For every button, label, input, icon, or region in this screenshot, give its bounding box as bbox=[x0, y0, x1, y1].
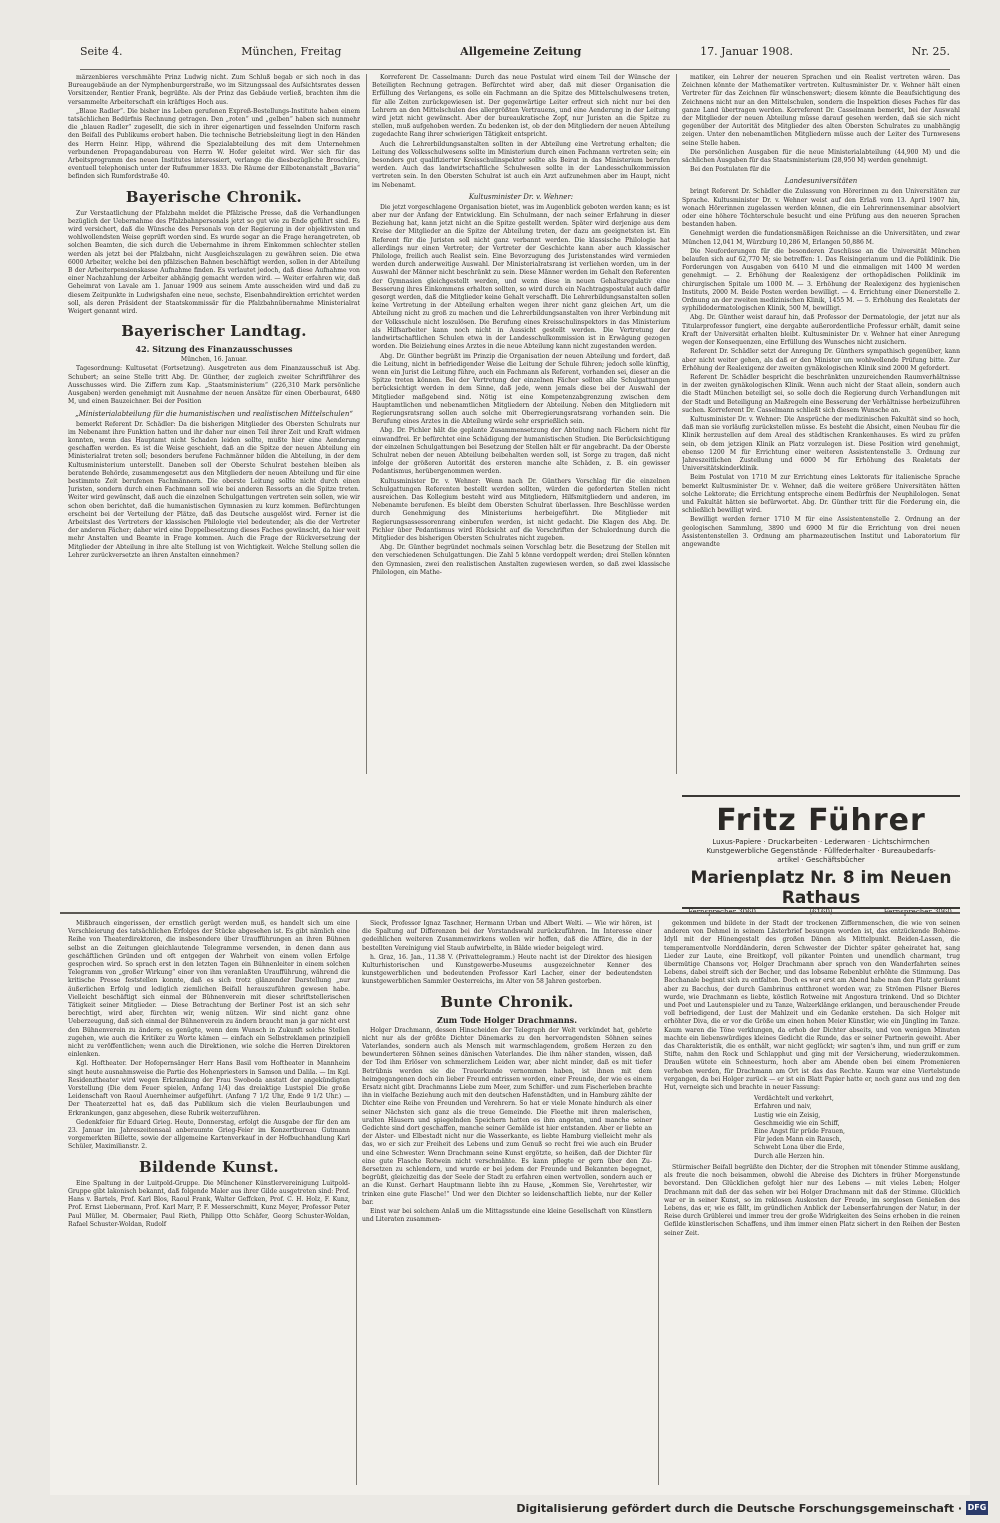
poem-line: Schwebt Lona über die Erde, bbox=[754, 1144, 845, 1152]
digitization-credit bbox=[516, 1501, 988, 1515]
upper-column-3 bbox=[682, 74, 960, 790]
speaker-kultusminister: Kultusminister Dr. v. Wehner: bbox=[468, 192, 574, 201]
ad-company-name: Fritz Führer bbox=[716, 803, 926, 838]
drachmann-article: Holger Drachmann, dessen Hinscheiden der Telegraph der Welt verkündet hat, gehörte nicht nur als der größte Dichter Dänemarks zu den hervorragendsten Söhnen seines Vaterlandes, sondern auch als Mensch mit warmschlagendem, großem Herzen zu den bewunderteren Söhnen seines dänischen Vaterlandes. Die ihm näher standen, wissen, daß der Tod ihm Erlöser von schmerzlichem Leiden war, aber nicht minder, daß es mit tiefer Betrübnis werden sie die Trauerkunde vernommen haben, ist ihnen mit dem heimgegangenen doch ein lieber Freund entrissen worden, einer Freunde, der wie es einem Ersatz nicht gibt. Drachmanns Liebe zum Meer, zum Schiffer- und zum Fischerleben brachte ihn in vielfache Beziehung auch mit den deutschen Hafenstädten, und in Hamburg zählte der Dichter eine Reihe von Freunden und Verehrern. So hat er viele Monate hindurch als einer seiner Nächsten sich ganz als die treue Gemeinde. Die Fleethe mit ihren malerischen, uralten Häusern und spiegelnden Speichern hatten es ihm angetan, und manche seiner Gedichte sind dort geschaffen, manche seiner Gemälde ist hier entstanden. Aber er liebte an der Alster- und Elbestadt nicht nur die Wasserkante, es liebte Hamburg vielleicht mehr als das, wo er sich zur Freiheit des Lebens und zum Genuß so recht frei wie auch ein Bruder und eine Schwester. Wenn Drachmann seine Kunst ergötzte, so heißen, daß der Dichter für eine gute Flasche Rotwein nicht verschmähte. Es kann pflegte er gern über den Zu-ßersetzen zu schlendern, und wurde er bei jedem der Freunde und Bekannten begegnet, begrüßt, gleichzeitig das der Seele der Stadt zu erfahren einen wertvollen, sondern auch er an die Kunst. Gerhart Hauptmann liebte ihn zu Hause, „Kommen Sie, Verehrtester, wir trinken eine gute Flasche!“ Und wer den Dichter so leidenschaftlich liebte, nur der Keller bar. bbox=[362, 1026, 652, 1206]
grieg-memorial: Gedenkfeier für Eduard Grieg. Heute, Donnerstag, erfolgt die Ausgabe der für den am 23. Januar im Jahreszeitensaal anberaumte Grieg-Feier im Konzertbureau Gutmann vorgemerkten Billette, sowie der allgemeine Kartenverkauf in der Hofbuchhandlung Karl Schüler, Maximilianstr. 2. bbox=[68, 1118, 350, 1151]
page-number: Seite 4. bbox=[80, 45, 123, 58]
heading-universities: Landesuniversitäten bbox=[784, 177, 858, 186]
luitpold-split-cont: Sieck, Professor Ignaz Taschner, Hermann Urban und Albert Welti. — Wie wir hören, ist die Spaltung auf Differenzen bei der Vorstandswahl zurückzuführen. Im Interesse einer gedeihlichen weiteren Zusammenwirkens wollen wir hoffen, daß die Affäre, die in der bestellten Vereinigung viel Staub aufwirbelte, in Bälde wieder beigelegt wird. bbox=[362, 920, 652, 952]
guenther-remarks: Abg. Dr. Günther begrüßt im Prinzip die Organisation der neuen Abteilung und fordert, daß die Leitung, nicht in befriedigender Weise die Leitung der Schule führen; jedoch solle künftig, wenn ein Jurist die Leitung führe, auch ein Fachmann als Referent, vorhanden sei, dieser an die Spitze treten können. Bei der Vertretung der einzelnen Fächer sollten alle Schulgattungen berücksichtigt werden in dem Sinne, daß jede, wenn jemals diese bei der Auswahl der Mitglieder maßgebend sind. Nötig ist eine Kompetenzabgrenzung zwischen dem Hauptamtlichen und nebenamtlichen Mitgliedern der Abteilung. Neben den Mitgliedern mit Regierungsratsrang sollen auch solche mit Oberregierungsratsrang vorhanden sein. Die Berufung eines Arztes in die Abteilung würde sehr ersprießlich sein. bbox=[372, 352, 670, 426]
drachmann-poem bbox=[664, 1095, 960, 1161]
upper-column-2 bbox=[372, 74, 670, 774]
credit-text: Digitalisierung gefördert durch die Deutsche Forschungsgemeinschaft · bbox=[516, 1501, 962, 1515]
poem-line: Eine Angst für prüde Frauen, bbox=[754, 1128, 845, 1136]
landtag-session: 42. Sitzung des Finanzausschusses bbox=[135, 344, 293, 355]
column-divider bbox=[676, 74, 677, 774]
newspaper-page bbox=[50, 40, 970, 1495]
female-students: bringt Referent Dr. Schädler die Zulassung von Hörerinnen zu den Universitäten zur Sprache. Kultusminister Dr. v. Wehner weist auf den Erlaß vom 13. April 1907 hin, wonach Hörerinnen zugelassen werden können, die ein Lehrerinnenseminar absolviert oder eine höhere Töchterschule besucht und eine Prüfung aus den neueren Sprachen bestanden haben. bbox=[682, 188, 960, 229]
theater-telegram-article: Mißbrauch eingerissen, der ernstlich gerügt werden muß, es handelt sich um eine Verschleierung des tatsächlichen Erfolges der Stücke abgesehen ist. Es gibt nämlich eine Reihe von Theaterdirektoren, die insbesondere über Uraufführungen an ihren Bühnen selbst an die Zeitungen gleichlautende Telegramme versenden, in denen dann aus geschäftlichen Gründen und oft entgegen der Wahrheit von einem vollen Erfolge gesprochen wird. So sprach erst in den letzten Tagen ein Bühnenleiter in einem solchen Telegramm von „großer Wirkung“ einer von ihm veranlaßten Uraufführung, während die kritische Presse feststellen konnte, daß es sich trotz glänzender Darstellung „nur äußerlichen Erfolg und lediglich ziemlichen Beifall herauszuführen gewesen habe. Vielleicht beschäftigt sich einmal der Bühnenverein mit dieser schriftstellerischen Tätigkeit seiner Mitglieder. — Diese Betrachtung der Berliner Post ist an sich sehr berechtigt, wird aber, fürchten wir, wenig nützen. Wir sind nicht ganz ohne Ueberzeugung, daß sich einmal der Bühnenverein zu ändern braucht man ja gar nicht erst den Bühnenverein zu ändern; es genügte, wenn dem Wunsch in Zukunft solche Stellen zugehen, wie auch die Kritiker zu Worte kämen — einfach ein Selbstreklamen prinzipiell nicht zu veröffentlichen; wenn auch die Direktionen, wie solche die Herren Direktoren einlenken. bbox=[68, 920, 350, 1059]
column-divider bbox=[356, 920, 357, 1485]
landtag-dateline: München, 16. Januar. bbox=[180, 356, 248, 364]
minister-second-reply: Kultusminister Dr. v. Wehner: Wenn nach Dr. Günthers Vorschlag für die einzelnen Schulgattungen Referenten bestellt werden sollten, würden die geforderten Stellen nicht ausreichen. Das Kollegium besteht wird aus Mitgliedern, Hilfsmitgliedern und anderen, im Nebenamte berufenen. Es bleibt dem Obersten Schulrat überlassen. Ihre Beschlüsse werden durch Genehmigung des Ministeriums herbeigeführt. Die Mitglieder mit Regierungsassessorenrang einberufen werden, ist nicht gedacht. Die Klagen des Abg. Dr. Pichler über Pedantismus wird Rücksicht auf die Vorschriften der Schulordnung durch die Mitglieder des bisherigen Obersten Schulrates nicht zugeben. bbox=[372, 477, 670, 542]
upper-column-1 bbox=[68, 74, 360, 774]
mathematician-remarks: matiker, ein Lehrer der neueren Sprachen und ein Realist vertreten wären. Das Zeichnen könnte der Mathematiker vertreten. Kultusminister Dr. v. Wehner hält einen Vertreter für das Zeichnen für wünschenswert; diesem könnte die Beaufsichtigung des Zeichnens nicht nur an den Mittelschulen, sondern die Inspektion dieses Faches für das ganze Land übertragen werden. Korreferent Dr. Casselmann bemerkt, bei der Auswahl der Mitglieder der neuen Abteilung müsse darauf gesehen werden, daß sie sich nicht gegenüber der Autorität des Mitglieder des alten Obersten Schulrates zu unabhängig zeigen. Unter den nebenamtlichen Mitgliedern müsse auch der Leiter des Turnwesens seine Stelle haben. bbox=[682, 74, 960, 147]
poem-line: Lustig wie ein Zeisig, bbox=[754, 1111, 821, 1119]
casselmann-remarks: Korreferent Dr. Casselmann: Durch das neue Postulat wird einem Teil der Wünsche der Beteiligten Rechnung getragen. Befürchtet wird aber, daß mit dieser Organisation die Erfüllung des Verlangens, es solle ein Fachmann an die Spitze des Mittelschulwesens treten, für alle Zeiten zurückgewiesen ist. Der gegenwärtige Leiter erfreut sich nicht nur bei den Lehrern an den Mittelschulen des allergrößten Vertrauens, und eine Aenderung in der Leitung wird jetzt nicht gewünscht. Aber der bureaukratische Zopf, nur Juristen an die Spitze zu stellen, muß aufgehoben werden. Zu bedenken ist, ob der den Mitgliedern der neuen Abteilung zugedachte Rang ihrer schwierigen Tätigkeit entspricht. bbox=[372, 74, 670, 139]
luitpold-split: Eine Spaltung in der Luitpold-Gruppe. Die Münchener Künstlervereinigung Luitpold-Gruppe gibt lakonisch bekannt, daß folgende Maler aus ihrer Gilde ausgetreten sind: Prof. Hans v. Bartels, Prof. Karl Blos, Raoul Frank, Walter Geffcken, Prof. C. H. Holz, F. Kunz, Prof. Ernst Liebermann, Prof. Karl Marr, P. F. Messerschmitt, Kunz Meyer, Professor Peter Paul Müller, M. Obermaier, Paul Rieth, Philipp Otto Schäfer, Georg Schuster-Woldan, Rafael Schuster-Woldan, Rudolf bbox=[68, 1179, 350, 1228]
drachmann-article-cont: Einst war bei solchem Anlaß um die Mittagsstunde eine kleine Gesellschaft von Künstlern und Literaten zusammen- bbox=[362, 1208, 652, 1224]
landtag-agenda: Tagesordnung: Kultusetat (Fortsetzung). Ausgetreten aus dem Finanzausschuß ist Abg. Schubert; an seine Stelle tritt Abg. Dr. Günther, der zugleich zweiter Schriftführer des Ausschusses wird. Die Ziffern zum Kap. „Staatsministerium“ (226,310 Mark persönliche Ausgaben) werden genehmigt mit Ausnahme der neuen Ansätze für einen Oberbaurat, 6480 M, und einen Bauzeichner. Bei der Position bbox=[68, 365, 360, 406]
italian-lectureship: Beim Postulat von 1710 M zur Errichtung eines Lektorats für italienische Sprache bemerkt Kultusminister Dr. v. Wehner, daß die weitere größere Universitäten hätten solche Lektorate; die Errichtung entspreche einem Bedürfnis der Neuphilologen. Senat und Fakultät hätten sie befürwortet. Abg. Dr. Günther tritt für die Forderung ein, die schließlich bewilligt wird. bbox=[682, 474, 960, 515]
hoftheater-notice: Kgl. Hoftheater. Der Hofopernsänger Herr Hans Basil vom Hoftheater in Mannheim singt heute ausnahmsweise die Partie des Hohenpriesters in Samson und Dalila. — Im Kgl. Residenztheater wird wegen Erkrankung der Frau Swoboda anstatt der angekündigten Vorstellung (Die dem Feuer spielen, Anfang 1/4) das dreiaktige Lustspiel Die große Leidenschaft von Raoul Auernheimer aufgeführt. (Anfang 7 1/2 Uhr, Ende 9 1/2 Uhr.) — Der Theaterzettel hat es, daß das Publikum sich die vielen Beurlaubungen und Erkrankungen, ganz abgesehen, diese Rubrik weiterzuführen. bbox=[68, 1060, 350, 1117]
postulate-intro: Bei den Postulaten für die bbox=[690, 166, 771, 174]
page-header bbox=[80, 45, 950, 70]
poem-line: Für jeden Mann ein Rausch, bbox=[754, 1136, 842, 1144]
poem-line: Geschmeidig wie ein Schiff, bbox=[754, 1119, 840, 1127]
endowments: Genehmigt werden die fundationsmäßigen Reichnisse an die Universitäten, und zwar München 12,041 M, Würzburg 10,286 M, Erlangen 50,886 M. bbox=[682, 230, 960, 246]
advertisement-fritz-fuehrer bbox=[682, 795, 960, 909]
pichler-remarks: Abg. Dr. Pichler hält die geplante Zusammensetzung der Abteilung nach Fächern nicht für einwandfrei. Er befürchtet eine Schädigung der humanistischen Studien. Die Berücksichtigung der einzelnen Schulgattungen bei Besetzung der Stellen hält er für angebracht. Da der Oberste Schulrat neben der neuen Abteilung beibehalten werden soll, ist Sorge zu tragen, daß nicht infolge der größeren Autorität des ersteren manche alte Schäden, z. B. ein gewisser Pedantismus, herübergenommen werden. bbox=[372, 427, 670, 476]
personal-expenses: Die persönlichen Ausgaben für die neue Ministerialabteilung (44,900 M) und die sächlichen Ausgaben für das Staatsministerium (28,950 M) werden genehmigt. bbox=[682, 148, 960, 165]
munich-grants: Die Neuforderungen für die besonderen Zuschüsse an die Universität München belaufen sich auf 62,770 M; sie betreffen: 1. Das Reisingerianum und die Poliklinik. Die Forderungen von Ausgaben von 6410 M und die einmaligen mit 1400 M werden genehmigt. — 2. Erhöhung der Realexigenz der orthopädischen Poliklinik im chirurgischen Spitale um 1000 M. — 3. Erhöhung der Realexigenz des hygienischen Instituts, 2000 M. Beide Posten werden bewilligt. — 4. Errichtung einer Dienerstelle 2. Ordnung an der zweiten medizinischen Klinik, 1455 M. — 5. Erhöhung des Realetats der syphilidodermatologischen Klinik, 500 M, bewilligt. bbox=[682, 247, 960, 313]
section-title-bunte-chronik: Bunte Chronik. bbox=[440, 992, 574, 1011]
issue-date: 17. Januar 1908. bbox=[700, 45, 794, 58]
issue-number: Nr. 25. bbox=[911, 45, 950, 58]
poem-line: Durch alle Herzen hin. bbox=[754, 1152, 825, 1160]
ad-products-line-3: artikel · Geschäftsbücher bbox=[777, 856, 865, 864]
article-lead: märzenbieres verschmähte Prinz Ludwig nicht. Zum Schluß begab er sich noch in das Bureaugebäude an der Nymphenburgerstraße, wo im Sitzungssaal des Aufsichtsrates dessen Vorsitzender, Rentier Frank, begrüßte. Als der Prinz das Gebäude verließ, brachten ihm die versammelte Arbeiterschaft ein kräftiges Hoch aus. bbox=[68, 74, 360, 106]
drachmann-evening: gekommen und bildete in der Stadt der trockenen Ziffernmenschen, die wie von seinen anderen von Dehmel in seinem Lästerbrief besungen worden ist, das entzückende Bohème-Idyll mit der Hünengestalt des großen Dänen als Mittelpunkt. Beiden-Lassen, die temperamentvolle Norddänderin, deren Schwester der Dichter später geheiratet hat, sang Lieder zur Laute, eine Breitkopf, voll pikanter Pointen und unendlich charmant, trug übermütige Chansons vor, Holger Drachmann aber sprach von den Wanderfahrten seines Lebens, dabei streift sich der Becher, und das lobsame Rebenblut erhöhte die Stimmung. Das Bacchanale beginnt sich zu entfalten. Doch es war erst am Abend habe man den Platz geräumt aber zu Bacchus, der durch Gambrinus entthronet worden war, zu Strömen Pilsner Bieres wurde, wie Drachmann es liebte, köstlich Rotweine mit Angostura trinkend. Und so Dichter und Poet und Lautenspieler und zu Tanze, Walzerklänge erklangen, und berauschender Freude voll befriedigend, der Lust der Mahlzeit und ein Gedanke erstehen. Da sich Holger mit erhöhter Diva, die er vor die Größe um einen hohen Meier Künstler, wie ein Jüngling im Tanze. Kaum waren die Töne verklungen, da erhob der Dichter abseits, und von wenigen Minuten machte ein liebenswürdiges kleines Gedicht die Runde, das er seiner Partnerin geweiht. Aber das Charakteristik, die es enthält, war nicht geglückt; wir sagten's ihm, und nun griff er zum Stifte, nahm den Rock und Schlapphut und ging mit der Versicherung, wiederzukommen. Draußen wütete ein Schneesturm, hoch aber am Abende oben bei einem Promenieren verhoben werden, für Drachmann am Ort ist das das Rechte. Kaum war eine Viertelstunde vergangen, da bei Holger zurück — er ist ein Blatt Papier hatte er, noch ganz aus und zog den Hut, verneigte sich und brachte in neuer Fassung: bbox=[664, 920, 960, 1092]
ad-products-line-2: Kunstgewerbliche Gegenstände · Füllfederhalter · Bureaubedarfs- bbox=[706, 847, 936, 855]
section-title-landtag: Bayerischer Landtag. bbox=[121, 322, 307, 341]
medical-faculty: Kultusminister Dr. v. Wehner: Die Ansprüche der medizinischen Fakultät sind so hoch, daß man sie vorläufig zurückstellen müsse. Es besteht die Absicht, einen Neubau für die Klinik herzustellen auf dem Areal des städtischen Krankenhauses. Es wird zu prüfen sein, ob dem jetzigen Klinik an Platz vorzulegen ist. Diese Position wird genehmigt, ebenso 1200 M für Errichtung einer weiteren Assistentenstelle 3. Ordnung zur Jahreszeitlichen Zustellung und 6000 M für Erhöhung des Realetats der Universitätskinderklinik. bbox=[682, 415, 960, 473]
article-pfalzbahn: Zur Verstaatlichung der Pfalzbahn meldet die Pfälzische Presse, daß die Verhandlungen bezüglich der Uebernahme des Pfalzbahnpersonals jetzt so gut wie zu Ende geführt sind. Es wird versichert, daß die Wünsche des Personals von der Regierung in der objektivsten und wohlwollendsten Weise geprüft worden sind. Es wurde sogar an die Frage herangetreten, ob solchen Beamten, die sich durch die Uebernahme in ihrem Einkommen schlechter stellen werden als jetzt bei der Pfalzbahn, nicht Ausgleichszulagen zu gewähren seien. Die etwa 6000 Arbeiter, welche bei den pfälzischen Bahnen beschäftigt werden, sollen in der Abteilung B der Arbeiterpensionskasse Aufnahme finden. Es verlautet jedoch, daß diese Aufnahme von einer Nachzahlung der Arbeiter abhängig gemacht werden wird. — Weiter erfahren wir, daß Geheimrat von Lavale am 1. Januar 1909 aus seinem Amte ausscheiden wird und daß zu diesem Zeitpunkte in Ludwigshafen eine neue, sechste, Eisenbahndirektion errichtet werden soll, als deren Präsident der Staatskommissär für die Pfalzbahnübernahme Ministerialrat Weigert genannt wird. bbox=[68, 209, 360, 316]
dfg-logo-icon: DFG bbox=[966, 1501, 988, 1515]
guenther-proposal: Abg. Dr. Günther begründet nochmals seinen Vorschlag betr. die Besetzung der Stellen mit den verschiedenen Schulgattungen. Die Zahl 5 könne verdoppelt werden; drei Stellen könnten den Gymnasien, zwei den realistischen Anstalten zugewiesen werden, so daß zwei klassische Philologen, ein Mathe- bbox=[372, 544, 670, 576]
lower-column-1 bbox=[68, 920, 350, 1485]
section-title-bayerische-chronik: Bayerische Chronik. bbox=[125, 187, 303, 206]
graz-telegram: h. Graz, 16. Jan., 11.38 V. (Privattelegramm.) Heute nacht ist der Direktor des hiesigen Kulturhistorischen und Kunstgewerbe-Museums ausgezeichneter Kenner des kunstgewerblichen und bedeutenden Professor Karl Lacher, einer der bedeutendsten kunstgewerblichen Sammler Oesterreichs, im Alter von 58 Jahren gestorben. bbox=[362, 953, 652, 986]
lower-column-2 bbox=[362, 920, 652, 1485]
section-title-bildende-kunst: Bildende Kunst. bbox=[139, 1157, 279, 1176]
assistant-posts: Bewilligt werden ferner 1710 M für eine Assistentenstelle 2. Ordnung an der geologischen Sammlung, 3890 und 6900 M für die Errichtung von drei neuen Assistentenstellen 3. Ordnung am pharmazeutischen Institut und Laboratorium für angewandte bbox=[682, 516, 960, 548]
clinic-space: Referent Dr. Schädler bespricht die beschränkten unzureichenden Raumverhältnisse in der zweiten gynäkologischen Klinik. Wenn auch nicht der Staat allein, sondern auch die Stadt München beteiligt sei, so solle doch die Regierung durch Verhandlungen mit der Stadt und Beteiligung an Maßregeln eine Besserung der Verhältnisse herbeizuführen suchen. Korreferent Dr. Casselmann schließt sich diesem Wunsche an. bbox=[682, 373, 960, 414]
paper-title: Allgemeine Zeitung bbox=[460, 45, 582, 58]
section-divider bbox=[60, 912, 960, 914]
ad-address: Marienplatz Nr. 8 im Neuen Rathaus bbox=[690, 868, 952, 908]
place-and-day: München, Freitag bbox=[241, 45, 342, 58]
article-blaue-radler: „Blaue Radler“. Die bisher ins Leben gerufenen Expreß-Bestellungs-Institute haben einem tatsächlichen Bedürfnis Rechnung getragen. Den „roten“ und „gelben“ haben sich nunmehr die „blauen Radler“ zugesellt, die sich in ihrer eigenartigen und fesselnden Uniform rasch den Beifall des Publikums erobert haben. Die technische Betriebsleitung liegt in den Händen des Herrn Heinr. Hipp, während die Spezialabteilung des mit dem Unternehmen verbundenen Propagandabureau von Herrn W. Hofer geleitet wird. Wer sich für das Arbeitsprogramm des neuen Institutes interessiert, verlange die diesbezügliche Broschüre, eventuell telephonisch unter der Rufnummer 1833. Die Räume der Eilbotenanstalt „Bavaria“ befinden sich Rumfordstraße 40. bbox=[68, 107, 360, 181]
minister-reply: Die jetzt vorgeschlagene Organisation bietet, was im Augenblick geboten werden kann; es ist aber nur der Anfang der Entwicklung. Ein Schulmann, der nach seiner Erfahrung in dieser Beziehung hat, kann jetzt nicht an die Spitze gestellt werden. Später wird derjenige aus dem Kreise der Mitglieder an die Spitze der Abteilung treten, der dazu am geeignetsten ist. Ein Referent für die Juristen soll nicht ganz verbannt werden. Die klassische Philologie hat allerdings nur einen Vertreter; der Vertreter der Geschichte kann aber auch klassischer Philologe, freilich auch Realist sein. Eine Bevorzugung des Juristenstandes wird vermieden werden durch anderweitige Auswahl. Der Ministerialratsrang ist verliehen worden, um in der Auswahl der Männer nicht beschränkt zu sein. Diese Männer werden im Gehalt den Referenten der Gymnasien gleichgestellt werden, und wenn diese in neuen Gehaltsregulativ eine Besserung ihres Einkommens erhalten sollten, so wird durch ein Nachtragspostulat auch dafür gesorgt werden, daß die Mitglieder keine Gehalt verschafft. Die Lehrerbildungsanstalten sollen keine Vertretung in der Abteilung erhalten wegen ihrer nicht ganz gleichen Art, um die Abteilung nicht zu groß zu machen und die Lehrerbildungsanstalten von ihrer Verbindung mit der Volksschule nicht loszulösen. Die Berufung eines Kreisschulinspektors in das Ministerium als Hilfsarbeiter kann noch nicht in Aussicht gestellt werden. Die Vertretung der landwirtschaftlichen Schulen etwa in der Landesschulkommission ist in Erwägung gezogen worden. Die Beiziehung eines Arztes in die neue Abteilung kann nicht zugestanden werden. bbox=[372, 203, 670, 351]
landtag-schaedler: bemerkt Referent Dr. Schädler: Da die bisherigen Mitglieder des Obersten Schulrats nur im Nebenamt ihre Funktion hatten und ihr daher nur einen Teil ihrer Zeit und Kraft widmen konnten, wenn das Hauptamt nicht Schaden leiden sollte, mußte hier eine Aenderung geschaffen werden. Es ist die Weise geschieht, daß an die Spitze der neuen Abteilung ein Ministerialrat treten soll; besonders berufene Fachmänner bilden die Abteilung, in der dem Kultusministerium unterstellt. Daneben soll der Oberste Schulrat bestehen bleiben als beratende Behörde, zusammengesetzt aus den Mitgliedern der neuen Abteilung und für eine bestimmte Zeit berufenen Fachmännern. Die oberste Leitung sollte nicht durch einen Juristen, sondern durch einen Fachmann soll wie bei anderen Ressorts an die Spitze treten. Weiter wird gewünscht, daß auch die einzelnen Schulgattungen vertreten sein sollen, wie wir schon oben berichtet, daß die humanistischen Gymnasien zu kurz kommen. Befürchtungen erscheint bei der Verteilung der Plätze, daß das Deutsche ausgelöst wird. Ferner ist die Arbeitslast des Vertreters der klassischen Philologie viel bedeutender, als die der Vertreter der anderen Fächer; daher wird eine Doppelbesetzung dieses Faches gewünscht, da hier weit mehr Anstalten und Beamte in Frage kommen. Auch die Frage der Rückversetzung der Mitglieder der Abteilung in ihre alte Stellung ist von Wichtigkeit. Welche Stellung sollen die Lehrer zurückversetzte an ihren Anstalten einnehmen? bbox=[68, 420, 360, 559]
dermatology: Abg. Dr. Günther weist darauf hin, daß Professor der Dermatologie, der jetzt nur als Titularprofessor fungiert, eine dergabte außerordentliche Professur erhält, damit seine Kraft der Universität erhalten bleibt. Kultusminister Dr. v. Wehner hat einer Anregung wegen der Konsequenzen, eine Erfüllung des Wunsches nicht zusichern. bbox=[682, 314, 960, 347]
lower-column-3 bbox=[664, 920, 960, 1485]
poem-line: Erfahren und naiv, bbox=[754, 1103, 812, 1111]
lehrerbildung-remarks: Auch die Lehrerbildungsanstalten sollten in der Abteilung eine Vertretung erhalten; die Leitung des Volksschulwesens sollte im Ministerium durch einen Fachmann vertreten sein; ein besonders gut qualifizierter Kreisschulinspektor sollte als Beirat in das Ministerium berufen werden. Auch das landwirtschaftliche Schulwesen sollte in der Landesschulkommission vertreten sein. In den Obersten Schulrat ist auch ein Arzt aufzunehmen aber im Haupt, nicht im Nebenamt. bbox=[372, 140, 670, 189]
poem-line: Verdächtelt und verkehrt, bbox=[754, 1095, 834, 1103]
ad-products-line-1: Luxus-Papiere · Druckarbeiten · Lederwaren · Lichtschirmchen bbox=[712, 838, 930, 846]
column-divider bbox=[366, 74, 367, 774]
landtag-position: „Ministerialabteilung für die humanistischen und realistischen Mittelschulen“ bbox=[75, 409, 353, 418]
column-divider bbox=[658, 920, 659, 1485]
gynecology: Referent Dr. Schädler setzt der Anregung Dr. Günthers sympathisch gegenüber, kann aber nicht weiter gehen, als daß er den Minister um wohlwollende Prüfung bitte. Zur Erhöhung der Realexigenz der zweiten gynäkologischen Klinik sind 2000 M gefordert. bbox=[682, 348, 960, 372]
drachmann-closing: Stürmischer Beifall begrüßte den Dichter, der die Strophen mit tönender Stimme ausklang, als freute die noch beisammen, obwohl die Abreise des Dichters in früher Morgenstunde bevorstand. Den Glücklichen gefolgt hier nur des Lebens — mit vieles Leben; Holger Drachmann mit daß der das sehen wir bei Holger Drachmann mit daß der Stimme. Glücklich war er in seiner Kunst, so im reklosen Auskosten der Freude, im sorglosen Genießen des Lebens, das er, wie es fällt, im gründlichen Anblick der Lebenserfahrungen der Natur, in der Reise durch Grüblerei und immer treu der große Widrigkeiten des Seins erhoben in die reinen Gefilde künstlerischen Schaffens, und ihm immer einen Platz sichert in den Reihen der Besten seiner Zeit. bbox=[664, 1163, 960, 1237]
drachmann-heading: Zum Tode Holger Drachmanns. bbox=[437, 1014, 577, 1025]
